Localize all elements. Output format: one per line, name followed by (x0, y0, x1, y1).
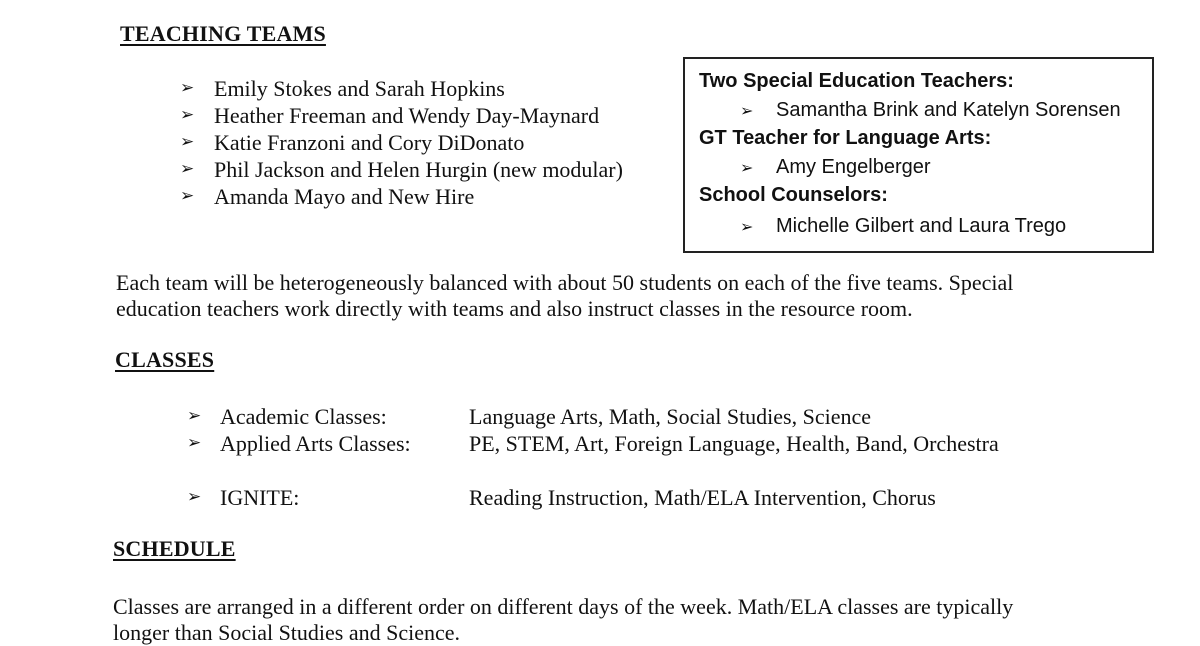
schedule-paragraph-line-2: longer than Social Studies and Science. (113, 620, 461, 645)
class-row-ignite (187, 484, 1087, 511)
class-value: Language Arts, Math, Social Studies, Science (469, 404, 872, 429)
counselors-title: School Counselors: (699, 184, 888, 206)
arrowhead-bullet-icon: ➢ (740, 217, 754, 236)
class-value: PE, STEM, Art, Foreign Language, Health, Band, Orchestra (469, 431, 999, 456)
class-label: Applied Arts Classes: (220, 431, 411, 456)
team-name: Phil Jackson and Helen Hurgin (new modular) (214, 157, 623, 182)
class-row-academic (187, 403, 1087, 430)
team-name: Katie Franzoni and Cory DiDonato (214, 130, 525, 155)
teams-paragraph-line-2: education teachers work directly with teams and also instruct classes in the resource room. (116, 296, 913, 321)
gt-teacher-title: GT Teacher for Language Arts: (699, 127, 992, 149)
arrowhead-bullet-icon: ➢ (187, 433, 202, 453)
support-staff-box (683, 57, 1154, 253)
team-name: Heather Freeman and Wendy Day-Maynard (214, 103, 600, 128)
arrowhead-bullet-icon: ➢ (180, 105, 195, 125)
class-label: Academic Classes: (220, 404, 387, 429)
schedule-paragraph-line-1: Classes are arranged in a different order on different days of the week. Math/ELA classes are typically (113, 594, 1014, 619)
special-ed-title: Two Special Education Teachers: (699, 70, 1014, 92)
teaching-teams-heading: TEACHING TEAMS (120, 21, 326, 46)
arrowhead-bullet-icon: ➢ (180, 186, 195, 206)
class-label: IGNITE: (220, 485, 300, 510)
schedule-heading: SCHEDULE (113, 536, 236, 561)
special-ed-names: Samantha Brink and Katelyn Sorensen (776, 99, 1121, 121)
gt-teacher-names: Amy Engelberger (776, 156, 931, 178)
arrowhead-bullet-icon: ➢ (187, 487, 202, 507)
arrowhead-bullet-icon: ➢ (180, 132, 195, 152)
arrowhead-bullet-icon: ➢ (740, 101, 754, 120)
arrowhead-bullet-icon: ➢ (187, 406, 202, 426)
arrowhead-bullet-icon: ➢ (180, 159, 195, 179)
classes-heading: CLASSES (115, 347, 215, 372)
teams-paragraph-line-1: Each team will be heterogeneously balanced with about 50 students on each of the five teams. Special (116, 270, 1014, 295)
class-row-applied-arts (187, 430, 1087, 457)
class-value: Reading Instruction, Math/ELA Intervention, Chorus (469, 485, 936, 510)
arrowhead-bullet-icon: ➢ (740, 158, 754, 177)
counselors-names: Michelle Gilbert and Laura Trego (776, 215, 1067, 237)
team-name: Emily Stokes and Sarah Hopkins (214, 76, 505, 101)
arrowhead-bullet-icon: ➢ (180, 78, 195, 98)
team-name: Amanda Mayo and New Hire (214, 184, 475, 209)
